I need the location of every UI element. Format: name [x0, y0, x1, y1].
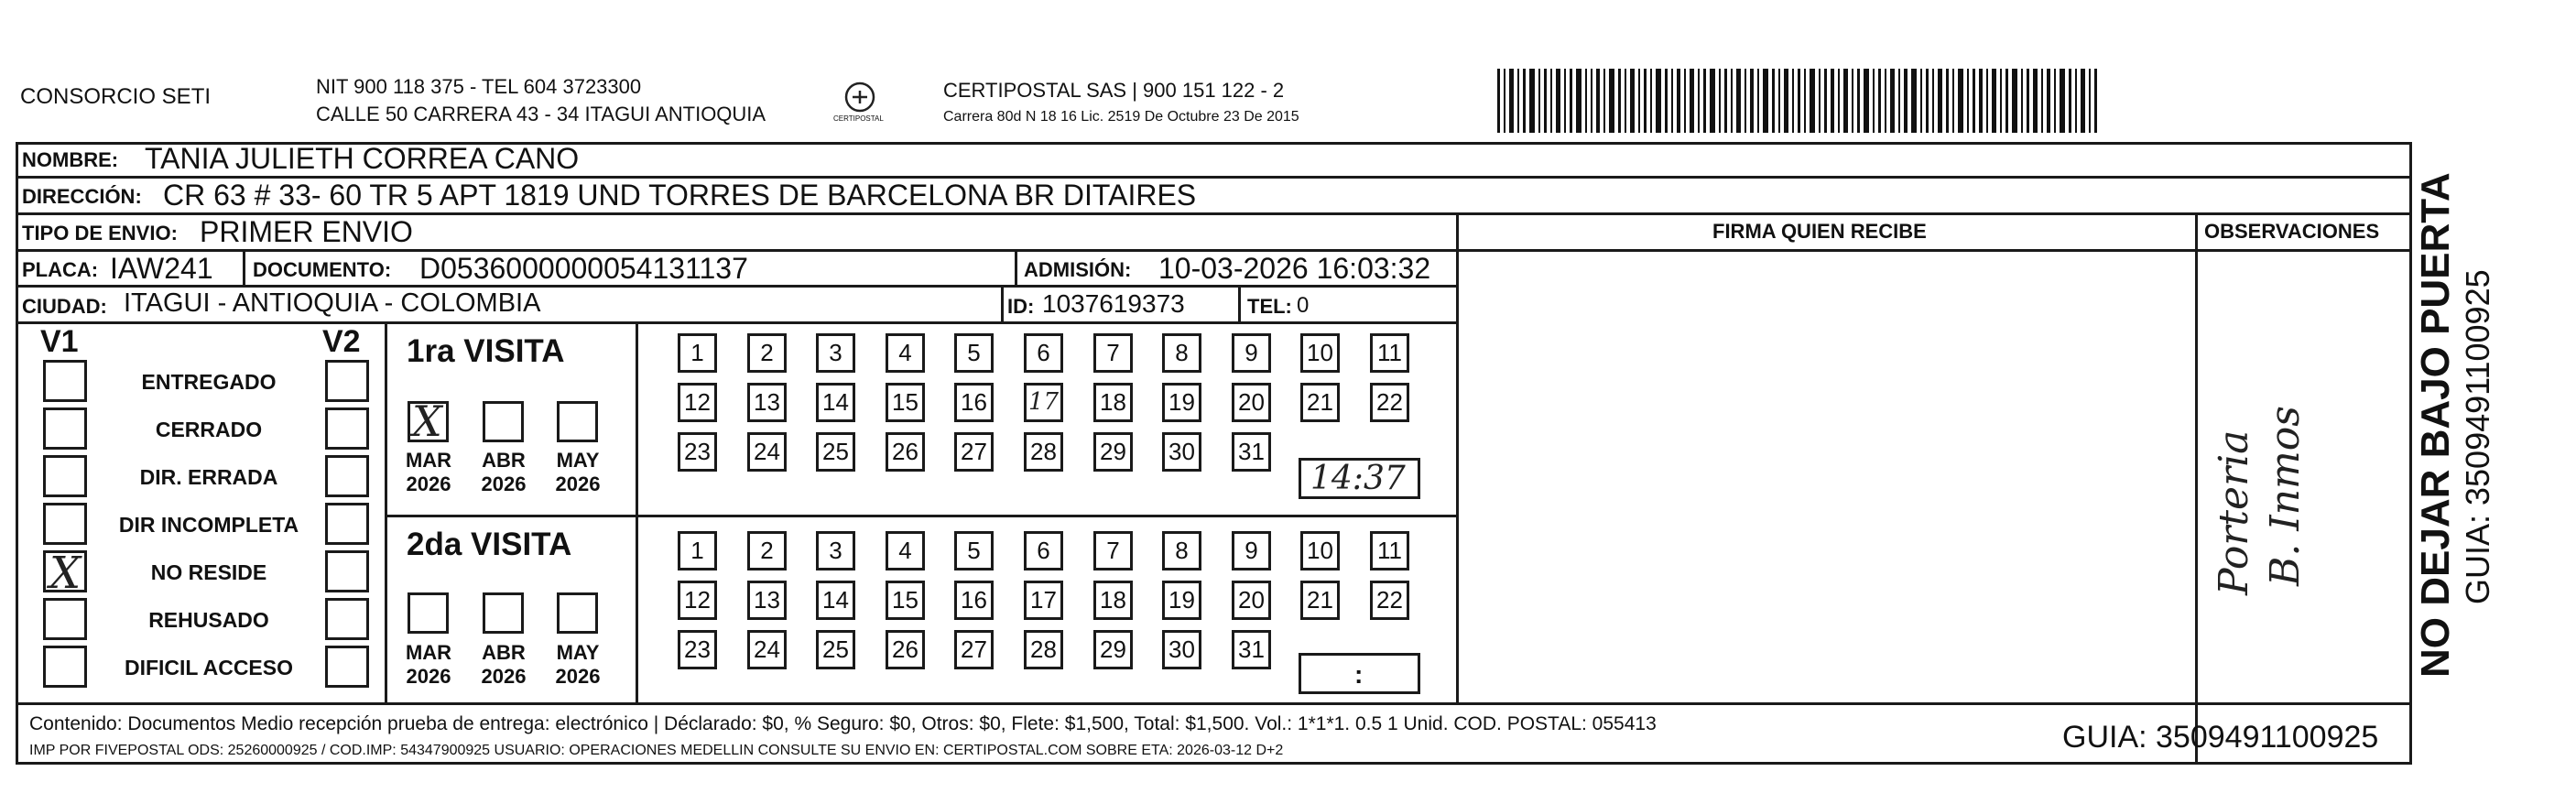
second-visit-day-16[interactable]: 16: [954, 581, 994, 620]
second-visit-day-27[interactable]: 27: [954, 630, 994, 669]
second-visit-day-22[interactable]: 22: [1370, 581, 1409, 620]
second-visit-day-19[interactable]: 19: [1162, 581, 1201, 620]
v2-label: V2: [322, 324, 361, 359]
second-visit-day-12[interactable]: 12: [678, 581, 717, 620]
second-visit-day-25[interactable]: 25: [816, 630, 855, 669]
v1-checkbox-dificil-acceso[interactable]: [43, 646, 87, 688]
v2-checkbox-cerrado[interactable]: [325, 407, 369, 450]
first-visit-day-31[interactable]: 31: [1232, 432, 1271, 472]
first-visit-day-22[interactable]: 22: [1370, 383, 1409, 422]
certipostal-logo: [833, 79, 886, 125]
second-visit-day-9[interactable]: 9: [1232, 531, 1271, 570]
v1-checkbox-dir-incompleta[interactable]: [43, 503, 87, 545]
document-value: D0536000000054131137: [419, 252, 748, 285]
id-label: ID:: [1007, 295, 1035, 318]
first-visit-day-8[interactable]: 8: [1162, 333, 1201, 373]
second-visit-day-13[interactable]: 13: [747, 581, 787, 620]
second-visit-day-28[interactable]: 28: [1024, 630, 1063, 669]
first-visit-day-4[interactable]: 4: [886, 333, 925, 373]
first-visit-label: 1ra VISITA: [407, 333, 565, 369]
second-visit-day-30[interactable]: 30: [1162, 630, 1201, 669]
address-label: DIRECCIÓN:: [22, 185, 142, 208]
first-visit-day-2[interactable]: 2: [747, 333, 787, 373]
second-visit-day-6[interactable]: 6: [1024, 531, 1063, 570]
admission-value: 10-03-2026 16:03:32: [1158, 252, 1431, 285]
status-dificil-acceso: DIFICIL ACCESO: [124, 656, 293, 679]
second-visit-label: 2da VISITA: [407, 527, 572, 562]
first-visit-mar-label: MAR 2026: [405, 449, 452, 496]
id-value: 1037619373: [1042, 289, 1185, 318]
first-visit-day-17[interactable]: 17: [1024, 383, 1063, 422]
first-visit-month-mark: X: [412, 397, 442, 446]
no-reside-check-mark: X: [49, 548, 82, 599]
second-visit-time[interactable]: [1299, 653, 1420, 694]
second-visit-day-21[interactable]: 21: [1300, 581, 1340, 620]
second-visit-day-26[interactable]: 26: [886, 630, 925, 669]
first-visit-day-26[interactable]: 26: [886, 432, 925, 472]
company-name: CONSORCIO SETI: [20, 84, 212, 109]
first-visit-month-may[interactable]: [557, 401, 598, 442]
second-visit-mar-label: MAR 2026: [405, 641, 452, 689]
certipostal-line: CERTIPOSTAL SAS | 900 151 122 - 2: [943, 79, 1285, 102]
second-visit-abr-label: ABR 2026: [481, 641, 527, 689]
observations-handwriting-1: Porteria: [2211, 429, 2257, 595]
document-label: DOCUMENTO:: [253, 258, 392, 281]
second-visit-day-10[interactable]: 10: [1300, 531, 1340, 570]
status-cerrado: CERRADO: [155, 418, 263, 441]
guia-box-value: GUIA: 3509491100925: [2062, 720, 2379, 755]
address-value: CR 63 # 33- 60 TR 5 APT 1819 UND TORRES DE BARCELONA BR DITAIRES: [163, 179, 1197, 212]
status-rehusado: REHUSADO: [148, 608, 269, 632]
second-visit-may-label: MAY 2026: [555, 641, 601, 689]
tel-value: 0: [1297, 293, 1310, 318]
observations-label: OBSERVACIONES: [2204, 220, 2380, 243]
first-visit-day-11[interactable]: 11: [1370, 333, 1409, 373]
second-visit-month-abr[interactable]: [483, 592, 524, 634]
first-visit-day-29[interactable]: 29: [1093, 432, 1133, 472]
observations-handwriting-2: B. Inmos: [2262, 406, 2309, 586]
first-visit-month-abr[interactable]: [483, 401, 524, 442]
v1-checkbox-cerrado[interactable]: [43, 407, 87, 450]
send-type-label: TIPO DE ENVIO:: [22, 222, 178, 244]
logo-text: CERTIPOSTAL: [833, 114, 884, 123]
v2-checkbox-dir-errada[interactable]: [325, 455, 369, 497]
v1-checkbox-dir-errada[interactable]: [43, 455, 87, 497]
first-visit-may-label: MAY 2026: [555, 449, 601, 496]
first-visit-time[interactable]: [1299, 458, 1420, 499]
second-visit-day-1[interactable]: 1: [678, 531, 717, 570]
first-visit-day-27[interactable]: 27: [954, 432, 994, 472]
second-visit-day-29[interactable]: 29: [1093, 630, 1133, 669]
second-visit-month-may[interactable]: [557, 592, 598, 634]
second-visit-day-17[interactable]: 17: [1024, 581, 1063, 620]
v2-checkbox-entregado[interactable]: [325, 360, 369, 402]
v2-checkbox-rehusado[interactable]: [325, 598, 369, 640]
first-visit-day-25[interactable]: 25: [816, 432, 855, 472]
v2-checkbox-dir-incompleta[interactable]: [325, 503, 369, 545]
first-visit-day-15[interactable]: 15: [886, 383, 925, 422]
no-dejar-bajo-puerta: NO DEJAR BAJO PUERTA: [2413, 172, 2458, 678]
city-value: ITAGUI - ANTIOQUIA - COLOMBIA: [124, 288, 541, 318]
barcode: [1497, 69, 2221, 133]
second-visit-day-24[interactable]: 24: [747, 630, 787, 669]
status-no-reside: NO RESIDE: [150, 560, 267, 584]
side-guia: GUIA: 3509491100925: [2459, 269, 2496, 604]
first-visit-abr-label: ABR 2026: [481, 449, 527, 496]
v1-checkbox-entregado[interactable]: [43, 360, 87, 402]
second-visit-day-3[interactable]: 3: [816, 531, 855, 570]
v2-checkbox-dificil-acceso[interactable]: [325, 646, 369, 688]
v2-checkbox-no-reside[interactable]: [325, 550, 369, 592]
first-visit-day-7[interactable]: 7: [1093, 333, 1133, 373]
second-visit-day-31[interactable]: 31: [1232, 630, 1271, 669]
second-visit-day-8[interactable]: 8: [1162, 531, 1201, 570]
first-visit-day-19[interactable]: 19: [1162, 383, 1201, 422]
first-visit-day-16[interactable]: 16: [954, 383, 994, 422]
v1-checkbox-rehusado[interactable]: [43, 598, 87, 640]
first-visit-day-14[interactable]: 14: [816, 383, 855, 422]
first-visit-day-24[interactable]: 24: [747, 432, 787, 472]
second-visit-day-7[interactable]: 7: [1093, 531, 1133, 570]
first-visit-day-30[interactable]: 30: [1162, 432, 1201, 472]
name-value: TANIA JULIETH CORREA CANO: [145, 142, 580, 175]
first-visit-day-1[interactable]: 1: [678, 333, 717, 373]
v1-label: V1: [40, 324, 79, 359]
second-visit-day-15[interactable]: 15: [886, 581, 925, 620]
first-visit-day-12[interactable]: 12: [678, 383, 717, 422]
first-visit-day-3[interactable]: 3: [816, 333, 855, 373]
second-visit-day-2[interactable]: 2: [747, 531, 787, 570]
name-label: NOMBRE:: [22, 148, 119, 171]
imp-line: IMP POR FIVEPOSTAL ODS: 25260000925 / COD.IMP: 54347900925 USUARIO: OPERACIONES MEDELLIN CONSULTE SU ENVIO EN: CERTIPOSTAL.COM SOBRE ETA: 2026-03-12 D+2: [29, 743, 1284, 758]
second-visit-day-20[interactable]: 20: [1232, 581, 1271, 620]
first-visit-day-28[interactable]: 28: [1024, 432, 1063, 472]
second-visit-time-colon: :: [1354, 660, 1364, 689]
city-label: CIUDAD:: [22, 295, 107, 318]
first-visit-day-5[interactable]: 5: [954, 333, 994, 373]
first-visit-month-mar[interactable]: [408, 397, 449, 446]
plate-label: PLACA:: [22, 258, 99, 281]
nit-line: NIT 900 118 375 - TEL 604 3723300: [316, 75, 642, 98]
first-visit-day-9[interactable]: 9: [1232, 333, 1271, 373]
admission-label: ADMISIÓN:: [1024, 258, 1132, 281]
second-visit-day-4[interactable]: 4: [886, 531, 925, 570]
second-visit-month-mar[interactable]: [408, 592, 449, 634]
second-visit-day-5[interactable]: 5: [954, 531, 994, 570]
tel-label: TEL:: [1247, 295, 1292, 318]
first-visit-day-13[interactable]: 13: [747, 383, 787, 422]
content-line: Contenido: Documentos Medio recepción prueba de entrega: electrónico | Déclarado: $0, % Seguro: $0, Otros: $0, Flete: $1,500, Total: $1,500. Vol.: 1*1*1. 0.5 1 Unid. COD. POSTAL: 055413: [29, 713, 1657, 734]
plate-value: IAW241: [110, 252, 213, 285]
second-visit-day-23[interactable]: 23: [678, 630, 717, 669]
first-visit-time-value: 14:37: [1310, 460, 1406, 497]
first-visit-day-21[interactable]: 21: [1300, 383, 1340, 422]
status-entregado: ENTREGADO: [141, 370, 277, 394]
second-visit-day-14[interactable]: 14: [816, 581, 855, 620]
first-visit-day-18[interactable]: 18: [1093, 383, 1133, 422]
status-dir-errada: DIR. ERRADA: [139, 465, 278, 489]
status-dir-incompleta: DIR INCOMPLETA: [118, 513, 299, 537]
first-visit-day-20[interactable]: 20: [1232, 383, 1271, 422]
send-type-value: PRIMER ENVIO: [200, 215, 413, 248]
address-line: CALLE 50 CARRERA 43 - 34 ITAGUI ANTIOQUIA: [316, 103, 766, 125]
v1-checkbox-no-reside[interactable]: [43, 548, 87, 599]
first-visit-day-10[interactable]: 10: [1300, 333, 1340, 373]
second-visit-day-11[interactable]: 11: [1370, 531, 1409, 570]
signature-label: FIRMA QUIEN RECIBE: [1712, 220, 1927, 243]
first-visit-day-23[interactable]: 23: [678, 432, 717, 472]
license-line: Carrera 80d N 18 16 Lic. 2519 De Octubre 23 De 2015: [943, 109, 1299, 125]
second-visit-day-18[interactable]: 18: [1093, 581, 1133, 620]
first-visit-day-6[interactable]: 6: [1024, 333, 1063, 373]
